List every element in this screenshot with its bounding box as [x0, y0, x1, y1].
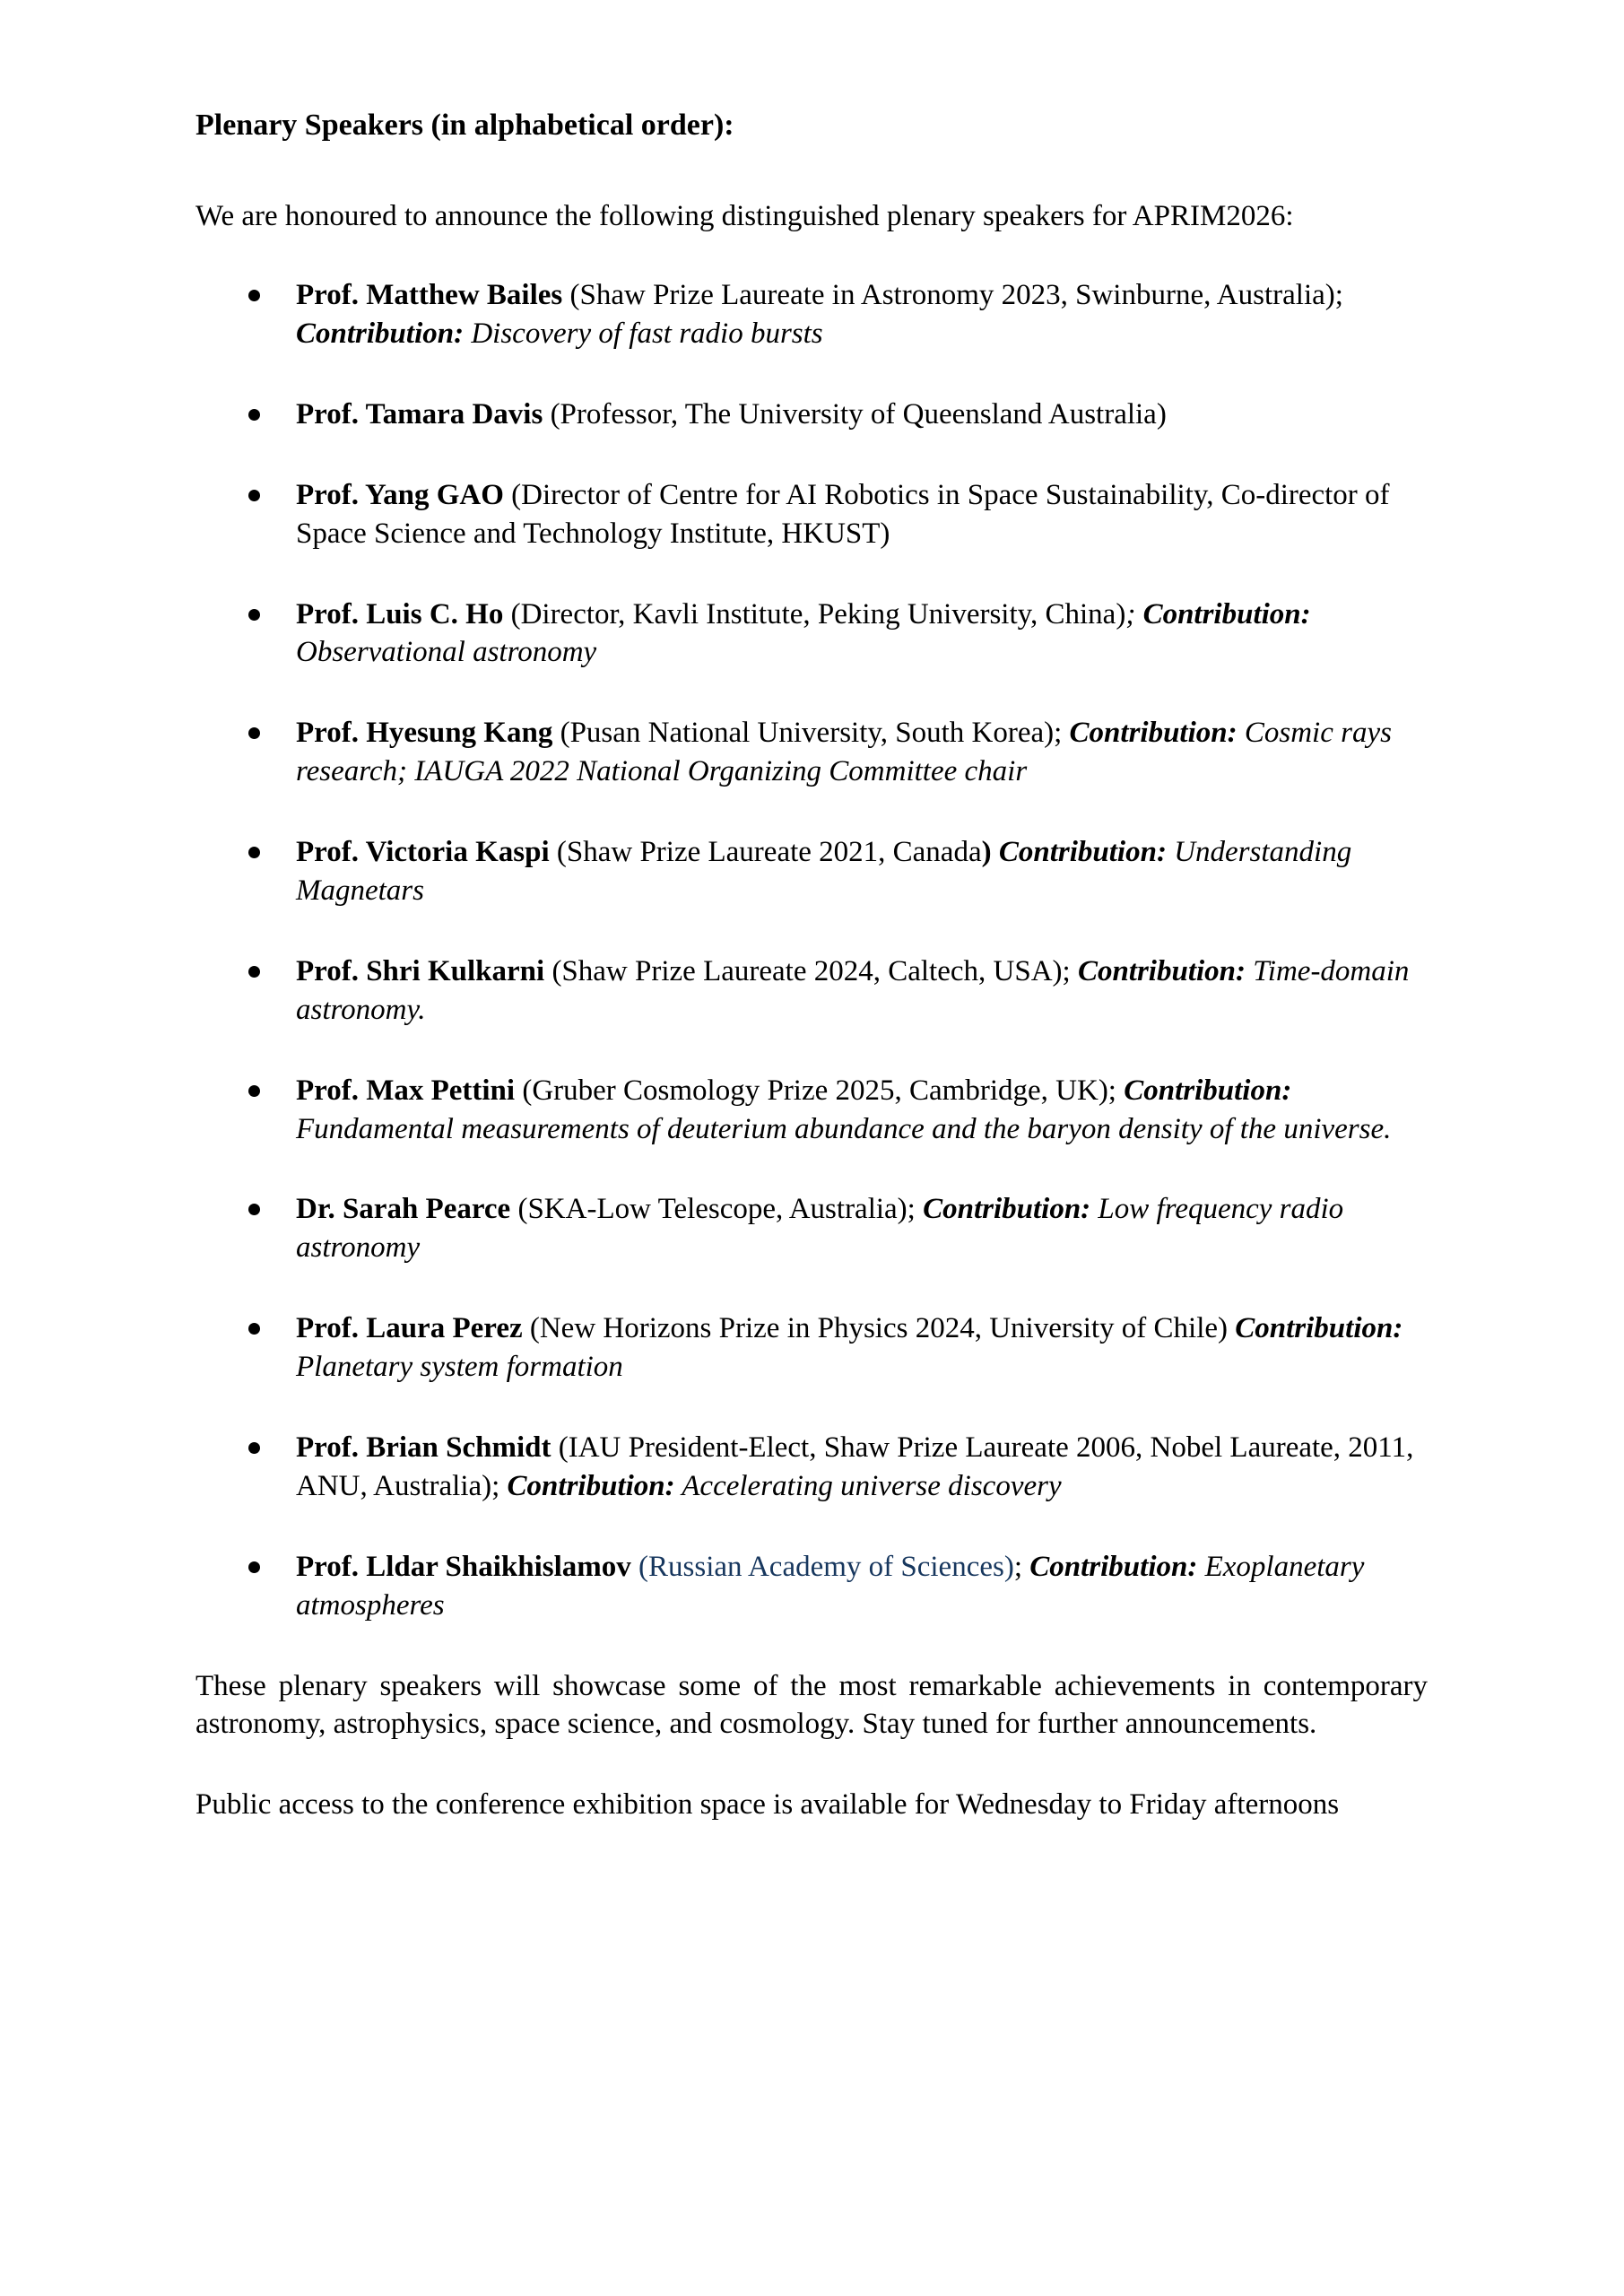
speaker-name: Prof. Tamara Davis [296, 397, 543, 430]
contribution-text: Discovery of fast radio bursts [464, 317, 823, 350]
speaker-item [195, 596, 1428, 673]
speaker-affiliation: (New Horizons Prize in Physics 2024, University of Chile) [522, 1312, 1236, 1345]
contribution-text: Cosmic rays research; IAUGA 2022 National Organizing Committee chair [296, 717, 1392, 788]
public-access-paragraph: Public access to the conference exhibition space is available for Wednesday to Friday afternoons [195, 1788, 1340, 1822]
speaker-name: Prof. Lldar Shaikhislamov [296, 1550, 631, 1583]
speaker-item [195, 276, 1428, 353]
speaker-name: Prof. Shri Kulkarni [296, 954, 545, 987]
speaker-affiliation: (Director, Kavli Institute, Peking University, China) [503, 597, 1126, 631]
speaker-name: Prof. Hyesung Kang [296, 717, 553, 750]
speaker-name: Prof. Yang GAO [296, 478, 504, 511]
speakers-list [195, 276, 1428, 1624]
speaker-name: Prof. Max Pettini [296, 1074, 516, 1107]
contribution-label: Contribution: [1235, 1312, 1403, 1345]
contribution-text: Planetary system formation [296, 1351, 623, 1384]
speaker-affiliation: (Shaw Prize Laureate 2021, Canada [549, 836, 982, 869]
contribution-label: Contribution: [1069, 717, 1238, 750]
speaker-affiliation: (SKA-Low Telescope, Australia); [510, 1193, 924, 1226]
contribution-label: Contribution: [923, 1193, 1091, 1226]
intro-paragraph: We are honoured to announce the following distinguished plenary speakers for APRIM2026: [195, 200, 1294, 233]
speaker-name: Prof. Luis C. Ho [296, 597, 504, 631]
speaker-item [195, 1190, 1428, 1267]
speaker-name: Prof. Brian Schmidt [296, 1431, 551, 1464]
contribution-label: Contribution: [1124, 1074, 1292, 1107]
russian-academy-link[interactable]: (Russian Academy of Sciences) [630, 1550, 1014, 1583]
speaker-item [195, 714, 1428, 791]
speaker-item [195, 1548, 1428, 1625]
separator: ; [1013, 1550, 1030, 1583]
speaker-item [195, 833, 1428, 910]
speaker-item [195, 1309, 1428, 1387]
document-title: Plenary Speakers (in alphabetical order): [195, 109, 734, 142]
speaker-item [195, 396, 1428, 434]
speaker-affiliation: (IAU President-Elect, Shaw Prize Laureate 2006, Nobel Laureate, 2011, ANU, Australia); [296, 1431, 1414, 1502]
contribution-label: Contribution: [1077, 954, 1246, 987]
speaker-name: Prof. Laura Perez [296, 1312, 523, 1345]
speaker-name: Prof. Matthew Bailes [296, 279, 563, 312]
contribution-text: Observational astronomy [296, 636, 597, 669]
speaker-affiliation: (Director of Centre for AI Robotics in Space Sustainability, Co-director of Space Science and Technology Institute, HKUST) [296, 478, 1390, 550]
contribution-label: Contribution: [507, 1469, 675, 1502]
speaker-item [195, 1072, 1428, 1149]
speaker-affiliation: ) [981, 836, 999, 869]
closing-paragraph: These plenary speakers will showcase some of the most remarkable achievements in contemporary astronomy, astrophysics, space science, and cosmology. Stay tuned for further announcements. [195, 1669, 1428, 1741]
speaker-affiliation: (Shaw Prize Laureate in Astronomy 2023, Swinburne, Australia); [562, 279, 1343, 312]
speaker-name: Prof. Victoria Kaspi [296, 836, 550, 869]
speaker-affiliation: (Shaw Prize Laureate 2024, Caltech, USA); [544, 954, 1078, 987]
contribution-text: Exoplanetary atmospheres [296, 1550, 1365, 1622]
contribution-label: Contribution: [1142, 597, 1311, 631]
speaker-affiliation: (Gruber Cosmology Prize 2025, Cambridge, UK); [515, 1074, 1125, 1107]
contribution-text: Understanding Magnetars [296, 836, 1352, 907]
contribution-text: Fundamental measurements of deuterium abundance and the baryon density of the universe. [296, 1112, 1392, 1145]
contribution-text: Time-domain astronomy. [296, 954, 1410, 1026]
speaker-item [195, 952, 1428, 1030]
contribution-label: Contribution: [296, 317, 465, 350]
contribution-label: Contribution: [998, 836, 1167, 869]
contribution-text: Accelerating universe discovery [674, 1469, 1062, 1502]
speaker-name: Dr. Sarah Pearce [296, 1193, 511, 1226]
speaker-affiliation: (Professor, The University of Queensland Australia) [543, 397, 1167, 430]
speaker-item [195, 1429, 1428, 1506]
speaker-item [195, 476, 1428, 553]
speaker-affiliation: (Pusan National University, South Korea); [552, 717, 1070, 750]
separator: ; [1125, 597, 1143, 631]
contribution-label: Contribution: [1029, 1550, 1198, 1583]
contribution-text: Low frequency radio astronomy [296, 1193, 1344, 1265]
